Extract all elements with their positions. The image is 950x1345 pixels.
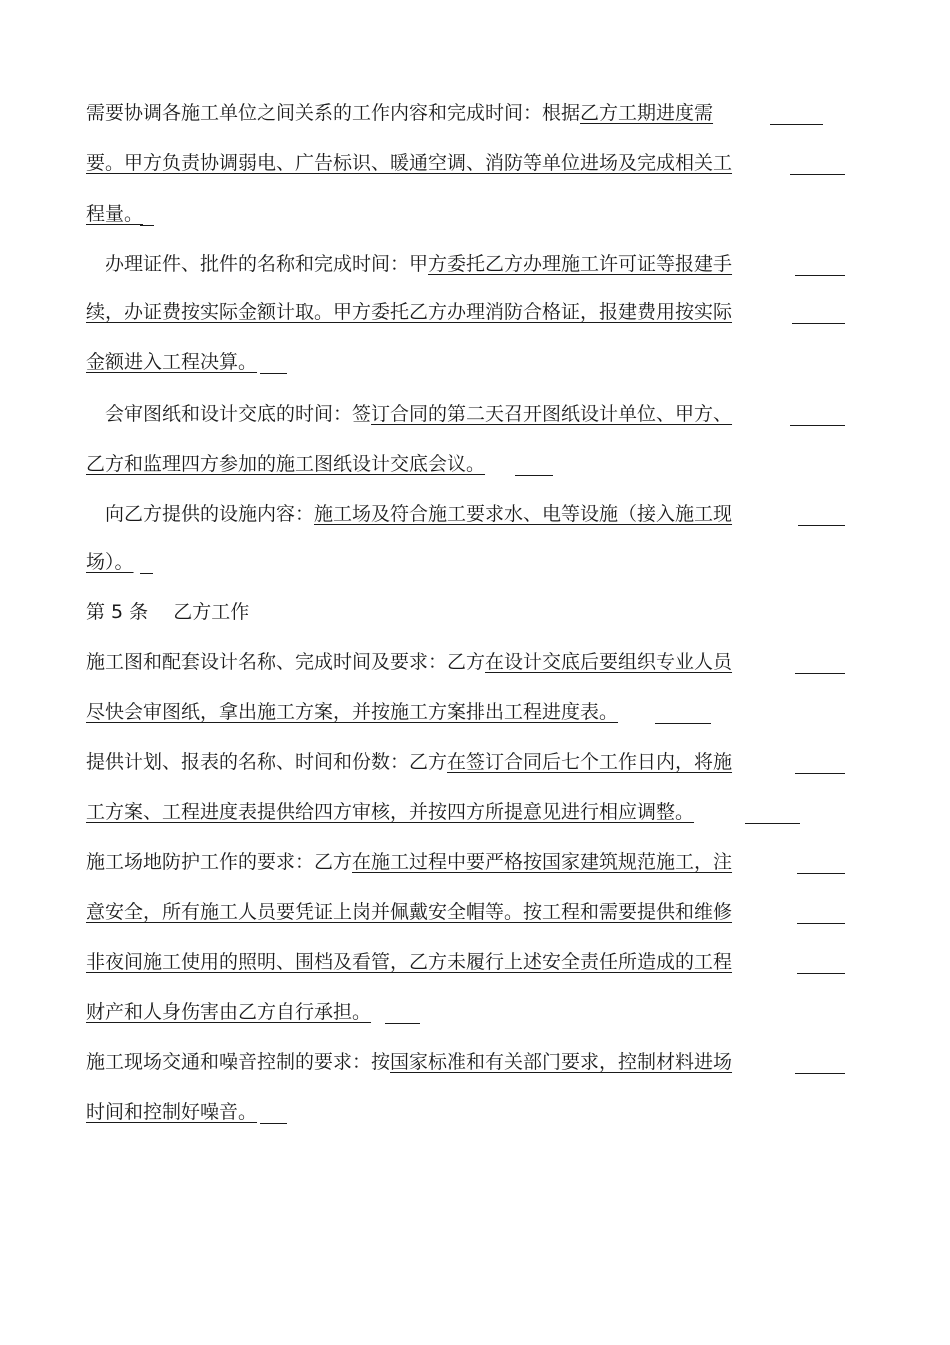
text-line xyxy=(86,547,134,577)
fill-rule xyxy=(260,1123,287,1124)
underlined-fill-text: 场）。 xyxy=(86,551,134,573)
text-line xyxy=(86,249,732,279)
fill-rule xyxy=(385,1023,420,1024)
fill-rule xyxy=(792,323,845,324)
underlined-fill-text: 意安全，所有施工人员要凭证上岗并佩戴安全帽等。按工程和需要提供和维修 xyxy=(86,901,733,923)
section-heading xyxy=(86,597,249,627)
text-line xyxy=(86,797,694,827)
line-label: 向乙方提供的设施内容： xyxy=(86,503,315,525)
underlined-fill-text: 在签订合同后七个工作日内，将施 xyxy=(447,751,733,773)
fill-rule xyxy=(260,373,287,374)
text-line xyxy=(86,897,732,927)
text-line xyxy=(86,98,713,128)
underlined-fill-text: 乙方和监理四方参加的施工图纸设计交底会议。 xyxy=(86,453,486,475)
line-label: 提供计划、报表的名称、时间和份数：乙方 xyxy=(86,751,448,773)
fill-rule xyxy=(795,773,845,774)
underlined-fill-text: 乙方工期进度需 xyxy=(580,102,714,124)
text-line xyxy=(86,399,732,429)
underlined-fill-text: 程量。 xyxy=(86,203,144,225)
fill-rule xyxy=(795,1073,845,1074)
text-line xyxy=(86,847,732,877)
line-label: 办理证件、批件的名称和完成时间：甲 xyxy=(86,253,429,275)
line-label: 施工场地防护工作的要求：乙方 xyxy=(86,851,353,873)
underlined-fill-text: 尽快会审图纸，拿出施工方案，并按施工方案排出工程进度表。 xyxy=(86,701,619,723)
underlined-fill-text: 时间和控制好噪音。 xyxy=(86,1101,258,1123)
underlined-fill-text: 国家标准和有关部门要求，控制材料进场 xyxy=(390,1051,733,1073)
fill-rule xyxy=(790,174,845,175)
fill-rule xyxy=(795,673,845,674)
text-line xyxy=(86,347,257,377)
line-label: 会审图纸和设计交底的时间：签 xyxy=(86,403,372,425)
fill-rule xyxy=(798,525,845,526)
text-line xyxy=(86,697,618,727)
text-line xyxy=(86,947,732,977)
underlined-fill-text: 要。甲方负责协调弱电、广告标识、暖通空调、消防等单位进场及完成相关工 xyxy=(86,152,733,174)
underlined-fill-text: 金额进入工程决算。 xyxy=(86,351,258,373)
line-label: 施工现场交通和噪音控制的要求：按 xyxy=(86,1051,391,1073)
text-line xyxy=(86,997,371,1027)
fill-rule xyxy=(797,873,845,874)
underlined-fill-text: 订合同的第二天召开图纸设计单位、甲方、 xyxy=(371,403,733,425)
line-label: 需要协调各施工单位之间关系的工作内容和完成时间：根据 xyxy=(86,102,581,124)
underlined-fill-text: 续，办证费按实际金额计取。甲方委托乙方办理消防合格证，报建费用按实际 xyxy=(86,301,733,323)
underlined-fill-text: 施工场及符合施工要求水、电等设施（接入施工现 xyxy=(314,503,733,525)
fill-rule xyxy=(797,923,845,924)
fill-rule xyxy=(770,124,823,125)
fill-rule xyxy=(655,723,711,724)
text-line xyxy=(86,148,732,178)
fill-rule xyxy=(140,225,154,226)
underlined-fill-text: 方委托乙方办理施工许可证等报建手 xyxy=(428,253,733,275)
fill-rule xyxy=(515,475,553,476)
fill-rule xyxy=(790,425,845,426)
fill-rule xyxy=(140,573,153,574)
text-line xyxy=(86,199,143,229)
text-line xyxy=(86,499,732,529)
fill-rule xyxy=(795,275,845,276)
underlined-fill-text: 工方案、工程进度表提供给四方审核，并按四方所提意见进行相应调整。 xyxy=(86,801,695,823)
fill-rule xyxy=(745,823,800,824)
line-label: 施工图和配套设计名称、完成时间及要求：乙方 xyxy=(86,651,486,673)
text-line xyxy=(86,647,732,677)
text-line xyxy=(86,1097,257,1127)
fill-rule xyxy=(797,973,845,974)
section-title: 第 5 条 乙方工作 xyxy=(86,601,250,623)
underlined-fill-text: 在施工过程中要严格按国家建筑规范施工，注 xyxy=(352,851,733,873)
text-line xyxy=(86,297,732,327)
text-line xyxy=(86,1047,732,1077)
underlined-fill-text: 非夜间施工使用的照明、围档及看管，乙方未履行上述安全责任所造成的工程 xyxy=(86,951,733,973)
underlined-fill-text: 财产和人身伤害由乙方自行承担。 xyxy=(86,1001,372,1023)
text-line xyxy=(86,449,485,479)
text-line xyxy=(86,747,732,777)
underlined-fill-text: 在设计交底后要组织专业人员 xyxy=(485,651,733,673)
